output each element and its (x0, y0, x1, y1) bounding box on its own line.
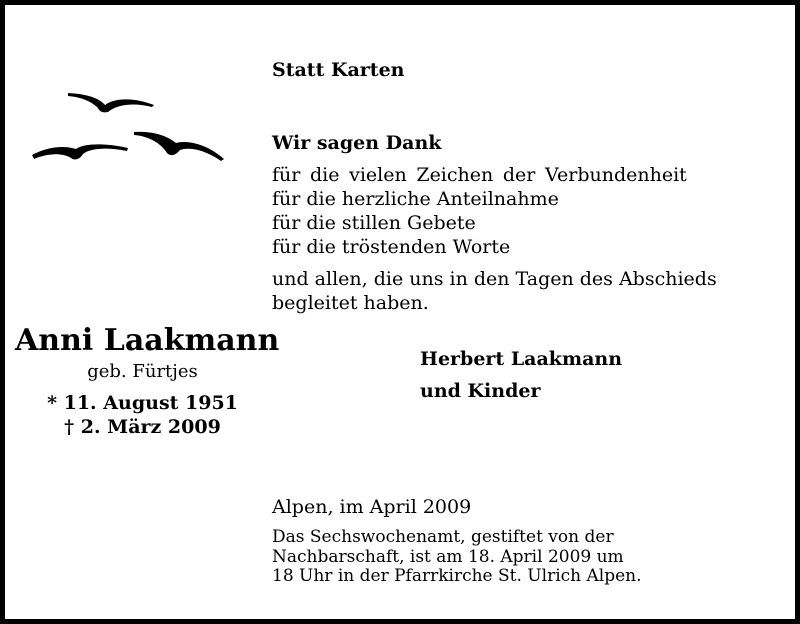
service-notice (272, 528, 642, 587)
thanks-heading: Wir sagen Dank (272, 132, 442, 154)
thanks-line: für die tröstenden Worte (272, 236, 511, 258)
notice-line: 18 Uhr in der Pfarrkirche St. Ulrich Alpen. (272, 566, 642, 586)
closing-lines (272, 267, 717, 315)
notice-line: Nachbarschaft, ist am 18. April 2009 um (272, 546, 624, 567)
page-title: Statt Karten (272, 59, 405, 81)
birth-name: geb. Fürtjes (87, 361, 198, 382)
thanks-line: für die vielen Zeichen der Verbundenheit (272, 164, 687, 186)
notice-line: Das Sechswochenamt, gestiftet von der (272, 527, 614, 547)
thanks-line: für die herzliche Anteilnahme (272, 188, 559, 210)
birth-date: * 11. August 1951 (47, 392, 238, 414)
closing-line: begleitet haben. (272, 292, 429, 314)
deceased-name: Anni Laakmann (15, 323, 280, 358)
signature-family: und Kinder (420, 380, 541, 402)
place-date: Alpen, im April 2009 (272, 496, 472, 518)
flying-birds-icon (30, 85, 230, 170)
death-date: † 2. März 2009 (64, 416, 221, 438)
deceased-block (15, 323, 280, 438)
signature-name: Herbert Laakmann (420, 348, 623, 370)
thanks-line: für die stillen Gebete (272, 212, 476, 234)
thanks-lines (272, 163, 687, 259)
closing-line: und allen, die uns in den Tagen des Abschieds (272, 268, 717, 290)
